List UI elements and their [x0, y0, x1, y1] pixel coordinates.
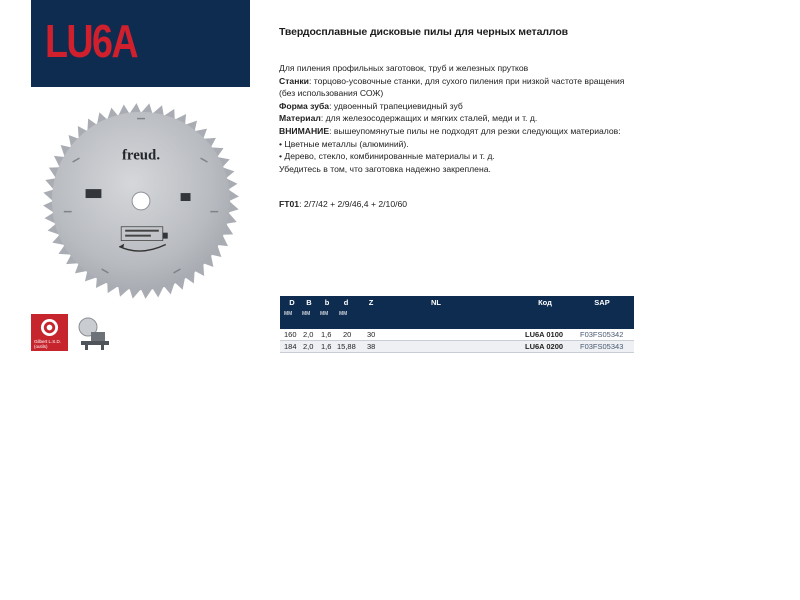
model-code: LU6A	[45, 15, 137, 67]
cell-kod: LU6A 0100	[525, 330, 564, 339]
unit-d: MM	[339, 311, 348, 317]
warning-line	[279, 125, 639, 138]
tooth-label: Форма зуба	[279, 100, 330, 111]
cell-sap: F03FS05342	[580, 330, 624, 339]
cell-kod: LU6A 0200	[525, 342, 564, 351]
warning-text: : вышеупомянутые пилы не подходят для резки следующих материалов:	[329, 125, 621, 136]
ft-text: : 2/7/42 + 2/9/46,4 + 2/10/60	[299, 199, 408, 209]
tooth-line	[279, 100, 639, 113]
cell-sap: F03FS05343	[580, 342, 624, 351]
cell-B: 2,0	[303, 342, 314, 351]
clamping-note: Убедитесь в том, что заготовка надежно закреплена.	[279, 163, 491, 174]
unit-B: MM	[302, 311, 311, 317]
model-header	[31, 0, 250, 87]
col-kod: Код	[538, 298, 552, 307]
intro-text: Для пиления профильных заготовок, труб и железных прутков	[279, 63, 529, 73]
col-NL: NL	[431, 298, 441, 307]
brand-text: freud.	[121, 147, 161, 164]
cell-B: 2,0	[303, 330, 314, 339]
col-d: d	[343, 298, 349, 307]
saw-blade-image	[42, 102, 240, 300]
cell-d: 20	[343, 330, 352, 339]
cell-D: 160	[284, 330, 297, 339]
bullet-wood-glass: • Дерево, стекло, комбинированные материалы и т. д.	[279, 151, 495, 162]
col-D: D	[289, 298, 295, 307]
col-b: b	[324, 298, 330, 307]
tooth-geometry-line	[279, 199, 407, 209]
cell-b: 1,6	[321, 342, 332, 351]
material-line	[279, 112, 639, 125]
tooth-text: : удвоенный трапециевидный зуб	[329, 100, 463, 111]
table-row	[280, 341, 634, 353]
machines-line	[279, 75, 639, 100]
table-row	[280, 329, 634, 341]
cell-Z: 38	[367, 342, 376, 351]
ft-label: FT01	[279, 199, 300, 209]
unit-b: MM	[320, 311, 329, 317]
material-label: Материал	[279, 113, 321, 124]
product-description	[279, 62, 639, 175]
bullet-non-ferrous: • Цветные металлы (алюминий).	[279, 138, 409, 149]
warning-label: ВНИМАНИЕ	[279, 125, 330, 136]
col-Z: Z	[368, 298, 374, 307]
machines-text: : торцово-усовочные станки, для сухого пиления при низкой частоте вращения (без использования СОЖ)	[279, 75, 625, 99]
cell-Z: 30	[367, 330, 376, 339]
page-title: Твердосплавные дисковые пилы для черных металлов	[279, 26, 569, 38]
quality-badge-logo	[31, 314, 68, 351]
col-sap: SAP	[594, 298, 610, 307]
col-B: B	[306, 298, 312, 307]
cell-b: 1,6	[321, 330, 332, 339]
cell-D: 184	[284, 342, 297, 351]
cell-d: 15,88	[337, 342, 356, 351]
table-header	[280, 296, 634, 329]
mitre-saw-machine-icon	[75, 314, 111, 351]
material-text: : для железосодержащих и мягких сталей, меди и т. д.	[320, 113, 538, 124]
unit-D: MM	[284, 311, 293, 317]
badge-caption: Gilbert L.S.D. (outils)	[34, 339, 62, 349]
specs-table	[280, 296, 634, 353]
machines-label: Станки	[279, 75, 309, 86]
rosette-icon	[40, 318, 59, 337]
